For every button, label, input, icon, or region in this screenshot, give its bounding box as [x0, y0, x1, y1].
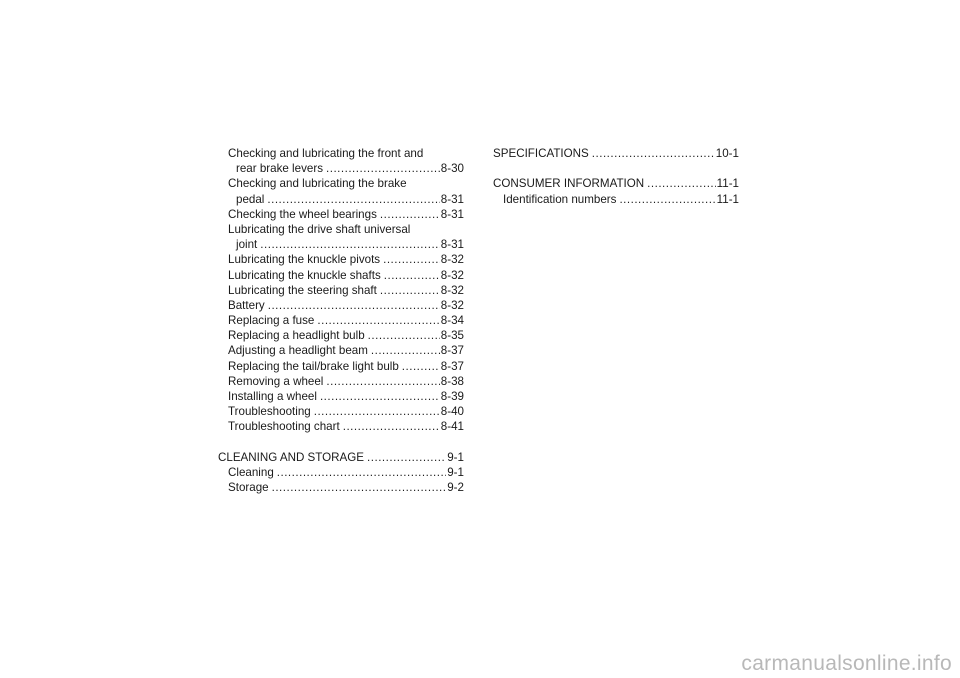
- toc-entry-title: rear brake levers: [236, 162, 323, 176]
- toc-leader: [402, 359, 440, 374]
- toc-entry-title: Lubricating the knuckle pivots: [228, 253, 381, 267]
- toc-left-column: [218, 146, 464, 495]
- toc-entry-title: Cleaning: [228, 465, 274, 479]
- toc-entry[interactable]: [493, 192, 739, 207]
- toc-page-number: 8-39: [440, 390, 464, 403]
- toc-entry[interactable]: [218, 207, 464, 222]
- toc-entry[interactable]: [218, 480, 464, 495]
- toc-entry-title: Identification numbers: [503, 192, 617, 206]
- toc-entry[interactable]: [218, 404, 464, 419]
- toc-leader: [314, 404, 440, 419]
- toc-page-number: 8-38: [440, 374, 464, 388]
- toc-page-number: 8-31: [440, 207, 464, 221]
- toc-section-heading[interactable]: [218, 450, 464, 465]
- toc-leader: [592, 146, 715, 161]
- toc-entry[interactable]: [218, 343, 464, 358]
- toc-entry[interactable]: [218, 328, 464, 343]
- toc-entry[interactable]: [218, 192, 464, 207]
- toc-page-number: 9-1: [447, 450, 464, 464]
- toc-entry-title: Removing a wheel: [228, 374, 324, 388]
- toc-page-number: 8-41: [440, 420, 464, 434]
- toc-entry-title: Checking the wheel bearings: [228, 207, 377, 221]
- toc-section-title: CONSUMER INFORMATION: [493, 177, 645, 191]
- toc-entry-title: Battery: [228, 298, 265, 312]
- toc-leader: [272, 480, 447, 495]
- toc-leader: [619, 192, 715, 207]
- toc-entry[interactable]: [218, 313, 464, 328]
- toc-leader: [267, 192, 439, 207]
- toc-entry-title: Troubleshooting: [228, 405, 311, 419]
- toc-entry-title: Replacing a headlight bulb: [228, 329, 365, 343]
- toc-page-number: 9-2: [447, 481, 464, 495]
- toc-entry[interactable]: [218, 419, 464, 434]
- toc-entry-title: Lubricating the knuckle shafts: [228, 268, 381, 282]
- toc-entry[interactable]: [218, 283, 464, 298]
- toc-leader: [320, 389, 440, 404]
- toc-entry-title: Adjusting a headlight beam: [228, 344, 368, 358]
- toc-leader: [326, 161, 440, 176]
- toc-page-number: 8-34: [440, 314, 464, 328]
- toc-entry-text: Checking and lubricating the brake: [228, 177, 407, 191]
- toc-leader: [380, 207, 440, 222]
- toc-section-heading[interactable]: [493, 176, 739, 191]
- toc-entry-title: Installing a wheel: [228, 390, 317, 403]
- toc-entry-title: joint: [236, 238, 258, 252]
- toc-page-number: 8-31: [440, 238, 464, 252]
- toc-entry[interactable]: [218, 252, 464, 267]
- toc-page-number: 8-30: [440, 162, 464, 176]
- toc-leader: [317, 313, 439, 328]
- toc-entry[interactable]: [218, 389, 464, 404]
- toc-page-number: 8-32: [440, 253, 464, 267]
- toc-leader: [380, 283, 440, 298]
- toc-section-heading[interactable]: [493, 146, 739, 161]
- toc-leader: [260, 237, 440, 252]
- toc-entry-text: Checking and lubricating the front and: [228, 147, 424, 160]
- toc-leader: [268, 298, 440, 313]
- toc-page-number: 8-32: [440, 298, 464, 312]
- toc-entry-title: Lubricating the steering shaft: [228, 283, 377, 297]
- toc-entry-title: Troubleshooting chart: [228, 420, 340, 434]
- toc-entry-title: Replacing the tail/brake light bulb: [228, 359, 399, 373]
- toc-leader: [384, 268, 440, 283]
- toc-entry-title: Replacing a fuse: [228, 314, 315, 328]
- toc-page-number: 9-1: [447, 465, 464, 479]
- toc-leader: [371, 343, 440, 358]
- toc-page-number: 8-37: [440, 359, 464, 373]
- toc-page-number: 8-35: [440, 329, 464, 343]
- toc-page-number: 8-37: [440, 344, 464, 358]
- toc-page-number: 11-1: [716, 177, 739, 191]
- toc-leader: [343, 419, 440, 434]
- toc-page-number: 8-31: [440, 192, 464, 206]
- toc-entry[interactable]: [218, 161, 464, 176]
- toc-section-title: SPECIFICATIONS: [493, 147, 589, 160]
- toc-entry[interactable]: [218, 359, 464, 374]
- toc-page-number: 8-40: [440, 405, 464, 419]
- toc-leader: [368, 328, 440, 343]
- toc-page-number: 8-32: [440, 283, 464, 297]
- toc-entry[interactable]: [218, 465, 464, 480]
- toc-entry[interactable]: [218, 374, 464, 389]
- toc-entry-title: pedal: [236, 192, 265, 206]
- toc-entry-text: Lubricating the drive shaft universal: [228, 222, 411, 236]
- toc-right-column: [493, 146, 739, 207]
- toc-leader: [647, 176, 716, 191]
- toc-page-number: 8-32: [440, 268, 464, 282]
- site-watermark: carmanualsonline.info: [741, 652, 952, 675]
- section-spacer: [493, 161, 739, 176]
- toc-page-number: 11-1: [716, 192, 739, 206]
- toc-entry[interactable]: [218, 237, 464, 252]
- toc-section-title: CLEANING AND STORAGE: [218, 450, 365, 464]
- toc-entry[interactable]: [218, 268, 464, 283]
- toc-leader: [383, 252, 440, 267]
- toc-page-number: 10-1: [715, 147, 739, 160]
- section-spacer: [218, 435, 464, 450]
- toc-entry-title: Storage: [228, 481, 269, 495]
- toc-entry[interactable]: [218, 298, 464, 313]
- toc-leader: [326, 374, 439, 389]
- toc-leader: [277, 465, 446, 480]
- toc-leader: [367, 450, 446, 465]
